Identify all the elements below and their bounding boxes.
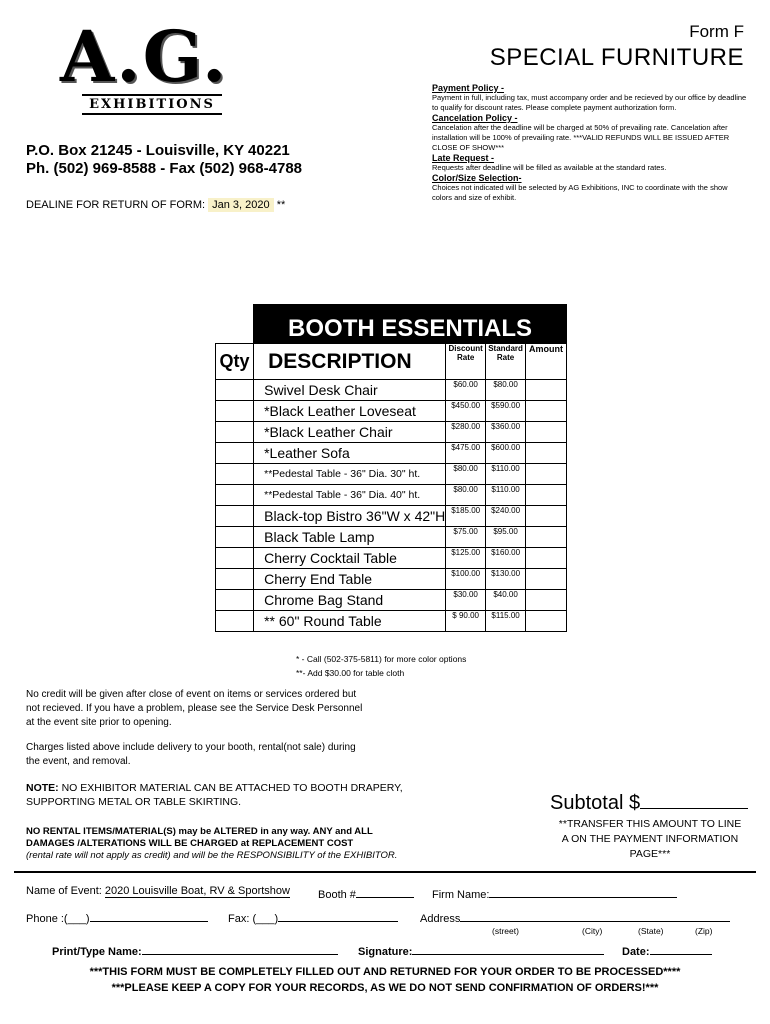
signature-row bbox=[358, 942, 604, 958]
print-name-label: Print/Type Name: bbox=[52, 946, 142, 958]
table-row bbox=[216, 590, 567, 611]
table-row bbox=[216, 548, 567, 569]
standard-rate-header: Standard Rate bbox=[486, 344, 526, 380]
item-description: *Black Leather Loveseat bbox=[254, 401, 446, 422]
state-hint: (State) bbox=[638, 926, 664, 936]
fax-row bbox=[228, 909, 398, 925]
zip-hint: (Zip) bbox=[695, 926, 713, 936]
discount-rate: $ 90.00 bbox=[446, 611, 486, 632]
qty-input[interactable] bbox=[216, 569, 254, 590]
table-row bbox=[216, 380, 567, 401]
address-row bbox=[420, 909, 730, 925]
standard-rate: $130.00 bbox=[486, 569, 526, 590]
table-row bbox=[216, 422, 567, 443]
table-row bbox=[216, 401, 567, 422]
qty-input[interactable] bbox=[216, 422, 254, 443]
table-row bbox=[216, 485, 567, 506]
amount-input[interactable] bbox=[526, 485, 567, 506]
table-row bbox=[216, 506, 567, 527]
date-row bbox=[622, 942, 712, 958]
fax-field[interactable] bbox=[278, 909, 398, 922]
standard-rate: $160.00 bbox=[486, 548, 526, 569]
amount-input[interactable] bbox=[526, 464, 567, 485]
discount-rate: $80.00 bbox=[446, 464, 486, 485]
standard-rate: $40.00 bbox=[486, 590, 526, 611]
table-row bbox=[216, 464, 567, 485]
standard-rate: $110.00 bbox=[486, 485, 526, 506]
signature-field[interactable] bbox=[412, 942, 604, 955]
qty-input[interactable] bbox=[216, 485, 254, 506]
date-label: Date: bbox=[622, 946, 650, 958]
address-line: P.O. Box 21245 - Louisville, KY 40221 bbox=[26, 142, 290, 159]
standard-rate: $115.00 bbox=[486, 611, 526, 632]
rental-warning-line3: (rental rate will not apply as credit) and will be the RESPONSIBILITY of the EXHIBITOR. bbox=[26, 850, 398, 861]
table-row bbox=[216, 443, 567, 464]
subtotal-field[interactable] bbox=[640, 790, 748, 809]
footer-line2: ***PLEASE KEEP A COPY FOR YOUR RECORDS, AS WE DO NOT SEND CONFIRMATION OF ORDERS!*** bbox=[111, 982, 659, 994]
rental-warning-line1: NO RENTAL ITEMS/MATERIAL(S) may be ALTERED in any way. ANY and ALL bbox=[26, 826, 373, 837]
item-description: ** 60" Round Table bbox=[254, 611, 446, 632]
divider bbox=[14, 871, 756, 873]
booth-field[interactable] bbox=[356, 885, 414, 898]
note-text: NO EXHIBITOR MATERIAL CAN BE ATTACHED TO BOOTH DRAPERY, SUPPORTING METAL OR TABLE SKIRTING. bbox=[26, 782, 403, 808]
address-label: Address bbox=[420, 913, 461, 925]
amount-input[interactable] bbox=[526, 506, 567, 527]
phone-label: Phone :(___) bbox=[26, 913, 90, 925]
event-field[interactable]: 2020 Louisville Boat, RV & Sportshow bbox=[104, 885, 290, 897]
table-row bbox=[216, 611, 567, 632]
item-description: Swivel Desk Chair bbox=[254, 380, 446, 401]
fax-label: Fax: (___) bbox=[228, 913, 279, 925]
cancelation-policy-heading: Cancelation Policy - bbox=[432, 113, 518, 123]
city-hint: (City) bbox=[582, 926, 603, 936]
deadline-row bbox=[26, 199, 285, 211]
qty-input[interactable] bbox=[216, 401, 254, 422]
cancelation-policy-text: Cancelation after the deadline will be charged at 50% of prevailing rate. Cancelation after installation will be 100% of prevailing rate. ***VALID REFUNDS WILL BE ISSUED AFTER CLOSE OF SHOW*** bbox=[432, 123, 730, 152]
item-description: **Pedestal Table - 36" Dia. 30" ht. bbox=[254, 464, 446, 485]
rental-warning bbox=[26, 826, 506, 862]
credit-note: No credit will be given after close of event on items or services ordered but not recieved. If you have a problem, please see the Service Desk Personnel at the event site prior to opening. bbox=[26, 689, 363, 728]
discount-rate: $80.00 bbox=[446, 485, 486, 506]
item-description: *Leather Sofa bbox=[254, 443, 446, 464]
discount-rate: $125.00 bbox=[446, 548, 486, 569]
company-logo: A.G. bbox=[60, 15, 229, 98]
event-row bbox=[26, 885, 290, 898]
qty-input[interactable] bbox=[216, 590, 254, 611]
discount-rate: $475.00 bbox=[446, 443, 486, 464]
color-options-note: * - Call (502-375-5811) for more color options bbox=[296, 654, 467, 664]
amount-input[interactable] bbox=[526, 590, 567, 611]
footer-line1: ***THIS FORM MUST BE COMPLETELY FILLED OUT AND RETURNED FOR YOUR ORDER TO BE PROCESSED**** bbox=[89, 966, 681, 978]
late-request-heading: Late Request - bbox=[432, 153, 495, 163]
item-description: *Black Leather Chair bbox=[254, 422, 446, 443]
table-title: BOOTH ESSENTIALS bbox=[254, 305, 567, 344]
standard-rate: $590.00 bbox=[486, 401, 526, 422]
qty-input[interactable] bbox=[216, 380, 254, 401]
amount-header: Amount bbox=[526, 344, 567, 380]
item-description: Chrome Bag Stand bbox=[254, 590, 446, 611]
discount-rate: $60.00 bbox=[446, 380, 486, 401]
signature-label: Signature: bbox=[358, 946, 413, 958]
form-label: Form F bbox=[689, 22, 744, 41]
standard-rate: $95.00 bbox=[486, 527, 526, 548]
qty-input[interactable] bbox=[216, 443, 254, 464]
table-row bbox=[216, 527, 567, 548]
street-hint: (street) bbox=[492, 926, 519, 936]
drapery-note bbox=[26, 781, 426, 809]
description-header: DESCRIPTION bbox=[254, 344, 446, 380]
qty-input[interactable] bbox=[216, 527, 254, 548]
print-name-field[interactable] bbox=[142, 942, 338, 955]
event-label: Name of Event: bbox=[26, 885, 102, 897]
qty-input[interactable] bbox=[216, 611, 254, 632]
form-title: SPECIAL FURNITURE bbox=[489, 44, 744, 71]
policies-block bbox=[432, 83, 747, 203]
booth-row bbox=[318, 885, 414, 901]
table-row bbox=[216, 569, 567, 590]
print-name-row bbox=[52, 942, 338, 958]
phone-field[interactable] bbox=[90, 909, 208, 922]
color-size-heading: Color/Size Selection- bbox=[432, 173, 522, 183]
standard-rate: $80.00 bbox=[486, 380, 526, 401]
subtotal-row bbox=[550, 790, 748, 815]
discount-rate: $75.00 bbox=[446, 527, 486, 548]
phone-fax-line: Ph. (502) 969-8588 - Fax (502) 968-4788 bbox=[26, 160, 302, 177]
qty-input[interactable] bbox=[216, 548, 254, 569]
late-request-text: Requests after deadline will be filled as available at the standard rates. bbox=[432, 163, 667, 172]
color-size-text: Choices not indicated will be selected by AG Exhibitions, INC to coordinate with the show colors and size of exhibit. bbox=[432, 183, 728, 202]
amount-input[interactable] bbox=[526, 401, 567, 422]
amount-input[interactable] bbox=[526, 527, 567, 548]
firm-label: Firm Name: bbox=[432, 889, 490, 901]
transfer-note: **TRANSFER THIS AMOUNT TO LINE A ON THE PAYMENT INFORMATION PAGE*** bbox=[558, 818, 742, 860]
item-description: Cherry End Table bbox=[254, 569, 446, 590]
phone-row bbox=[26, 909, 208, 925]
qty-input[interactable] bbox=[216, 464, 254, 485]
standard-rate: $110.00 bbox=[486, 464, 526, 485]
item-description: Cherry Cocktail Table bbox=[254, 548, 446, 569]
standard-rate: $240.00 bbox=[486, 506, 526, 527]
booth-label: Booth # bbox=[318, 889, 356, 901]
amount-input[interactable] bbox=[526, 443, 567, 464]
standard-rate: $360.00 bbox=[486, 422, 526, 443]
firm-row bbox=[432, 885, 677, 901]
amount-input[interactable] bbox=[526, 569, 567, 590]
company-logo-subtitle: EXHIBITIONS bbox=[82, 94, 222, 115]
discount-rate: $280.00 bbox=[446, 422, 486, 443]
charges-note: Charges listed above include delivery to your booth, rental(not sale) during the event, and removal. bbox=[26, 742, 356, 767]
discount-rate: $185.00 bbox=[446, 506, 486, 527]
item-description: Black Table Lamp bbox=[254, 527, 446, 548]
amount-input[interactable] bbox=[526, 380, 567, 401]
address-field[interactable] bbox=[460, 909, 730, 922]
firm-field[interactable] bbox=[489, 885, 677, 898]
amount-input[interactable] bbox=[526, 422, 567, 443]
discount-rate-header: Discount Rate bbox=[446, 344, 486, 380]
deadline-suffix: ** bbox=[276, 199, 286, 211]
item-description: Black-top Bistro 36"W x 42"H bbox=[254, 506, 446, 527]
item-description: **Pedestal Table - 36" Dia. 40" ht. bbox=[254, 485, 446, 506]
rental-warning-line2: DAMAGES /ALTERATIONS WILL BE CHARGED at REPLACEMENT COST bbox=[26, 838, 354, 849]
qty-input[interactable] bbox=[216, 506, 254, 527]
booth-essentials-table bbox=[215, 304, 567, 632]
deadline-label: DEALINE FOR RETURN OF FORM: bbox=[26, 199, 206, 211]
subtotal-label: Subtotal $ bbox=[550, 792, 641, 814]
payment-policy-heading: Payment Policy - bbox=[432, 83, 505, 93]
amount-input[interactable] bbox=[526, 548, 567, 569]
note-label: NOTE: bbox=[26, 782, 59, 794]
standard-rate: $600.00 bbox=[486, 443, 526, 464]
payment-policy-text: Payment in full, including tax, must accompany order and be recieved by our office by deadline to qualify for discount rates. Please complete payment authorization form. bbox=[432, 93, 747, 112]
discount-rate: $450.00 bbox=[446, 401, 486, 422]
table-cloth-note: **- Add $30.00 for table cloth bbox=[296, 668, 405, 678]
date-field[interactable] bbox=[650, 942, 712, 955]
discount-rate: $100.00 bbox=[446, 569, 486, 590]
qty-header: Qty bbox=[216, 344, 254, 380]
amount-input[interactable] bbox=[526, 611, 567, 632]
deadline-value: Jan 3, 2020 bbox=[208, 198, 274, 212]
discount-rate: $30.00 bbox=[446, 590, 486, 611]
